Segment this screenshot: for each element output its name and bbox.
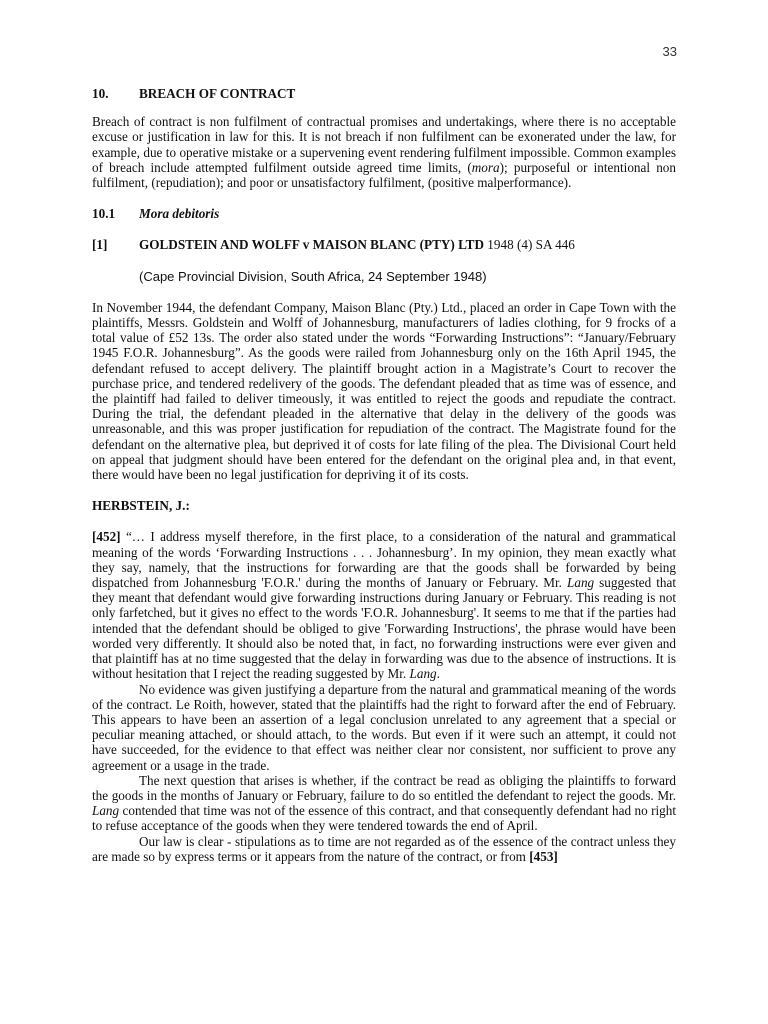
subsection-title: Mora debitoris [139,206,220,222]
judgment-paragraph-1: [452] “… I address myself therefore, in the first place, to a consideration of the natural and grammatical meaning of the words ‘Forwarding Instructions . . . Johannesburg’. In my opinion, they mean exactly what they say, namely, that the instructions for forwarding are that the goods shall be forwarded by being dispatched from Johannesburg 'F.O.R.' during the months of January or February. Mr. Lang suggested that they meant that defendant would give forwarding instructions during January or February. This reading is not only farfetched, but it gives no effect to the words 'F.O.R. Johannesburg'. It seems to me that if the parties had intended that the defendant should be obliged to give 'Forwarding Instructions', the phrase would have been worded very differently. It should also be noted that, in fact, no forwarding instructions were ever given and that plaintiff has at no time suggested that the delay in forwarding was due to the absence of instructions. It is without hesitation that I reject the reading suggested by Mr. Lang. [92,529,676,682]
judgment-paragraph-3: The next question that arises is whether, if the contract be read as obliging the plaintiffs to forward the goods in the months of January or February, failure to do so entitled the defendant to reject the goods. Mr. Lang contended that time was not of the essence of this contract, and that consequently defendant had no right to refuse acceptance of the goods when they were tendered towards the end of April. [92,772,676,834]
case-citation: 1948 (4) SA 446 [487,237,575,253]
section-number: 10. [92,86,109,101]
case-summary-paragraph: In November 1944, the defendant Company, Maison Blanc (Pty.) Ltd., placed an order in Cape Town with the plaintiffs, Messrs. Goldstein and Wolff of Johannesburg, manufacturers of ladies clothing, for 9 frocks of a total value of £52 13s. The order also stated under the words “Forwarding Instructions”: “January/February 1945 F.O.R. Johannesburg”. As the goods were railed from Johannesburg only on the 16th April 1945, the defendant refused to accept delivery. The plaintiff brought action in a Magistrate’s Court to recover the purchase price, and tendered redelivery of the goods. The defendant pleaded that as time was of essence, and the plaintiff had failed to deliver timeously, it was entitled to reject the goods and repudiate the contract. During the trial, the defendant pleaded in the alternative that delay in the delivery of the goods was unreasonable, and this was proper justification for repudiation of the contract. The Magistrate found for the defendant on the alternative plea, but deprived it of costs for late filing of the plea. The Divisional Court held on appeal that judgment should have been entered for the defendant on the original plea and, in that event, there would have been no legal justification for depriving it of its costs. [92,299,676,483]
case-number: [1] [92,237,108,253]
court-line: (Cape Provincial Division, South Africa, 24 September 1948) [139,268,487,284]
subsection-number: 10.1 [92,206,116,222]
subsection-heading [92,206,676,221]
case-name: GOLDSTEIN AND WOLFF v MAISON BLANC (PTY) LTD [139,237,484,253]
judgment-paragraph-2: No evidence was given justifying a departure from the natural and grammatical meaning of the words of the contract. Le Roith, however, stated that the plaintiffs had the right to forward after the end of February. This appears to have been an assertion of a legal conclusion unrelated to any agreement that a special or peculiar meaning attached, or should attach, to the words. But even if it were such an attempt, it could not have succeeded, for the evidence to that effect was neither clear nor consistent, nor sufficient to prove any agreement or a usage in the trade. [92,681,676,773]
section-intro-paragraph: Breach of contract is non fulfilment of contractual promises and undertakings, where there is no acceptable excuse or justification in law for this. It is not breach if non fulfilment can be exonerated under the law, for example, due to operative mistake or a supervening event rendering fulfilment impossible. Common examples of breach include attempted fulfilment outside agreed time limits, (mora); purposeful or intentional non fulfilment, (repudiation); and poor or unsatisfactory fulfilment, (positive malperformance). [92,114,676,191]
page-number: 33 [662,44,677,59]
section-title: BREACH OF CONTRACT [139,86,296,101]
section-heading [92,86,676,101]
judge-heading: HERBSTEIN, J.: [92,498,190,514]
mora-term: mora [471,159,500,175]
case-heading [92,237,676,252]
page-pin-453: [453] [529,848,558,864]
page-content [92,86,676,864]
judgment-paragraph-4: Our law is clear - stipulations as to time are not regarded as of the essence of the contract unless they are made so by express terms or it appears from the nature of the contract, or from [453] [92,833,676,864]
page-pin-452: [452] [92,529,121,545]
